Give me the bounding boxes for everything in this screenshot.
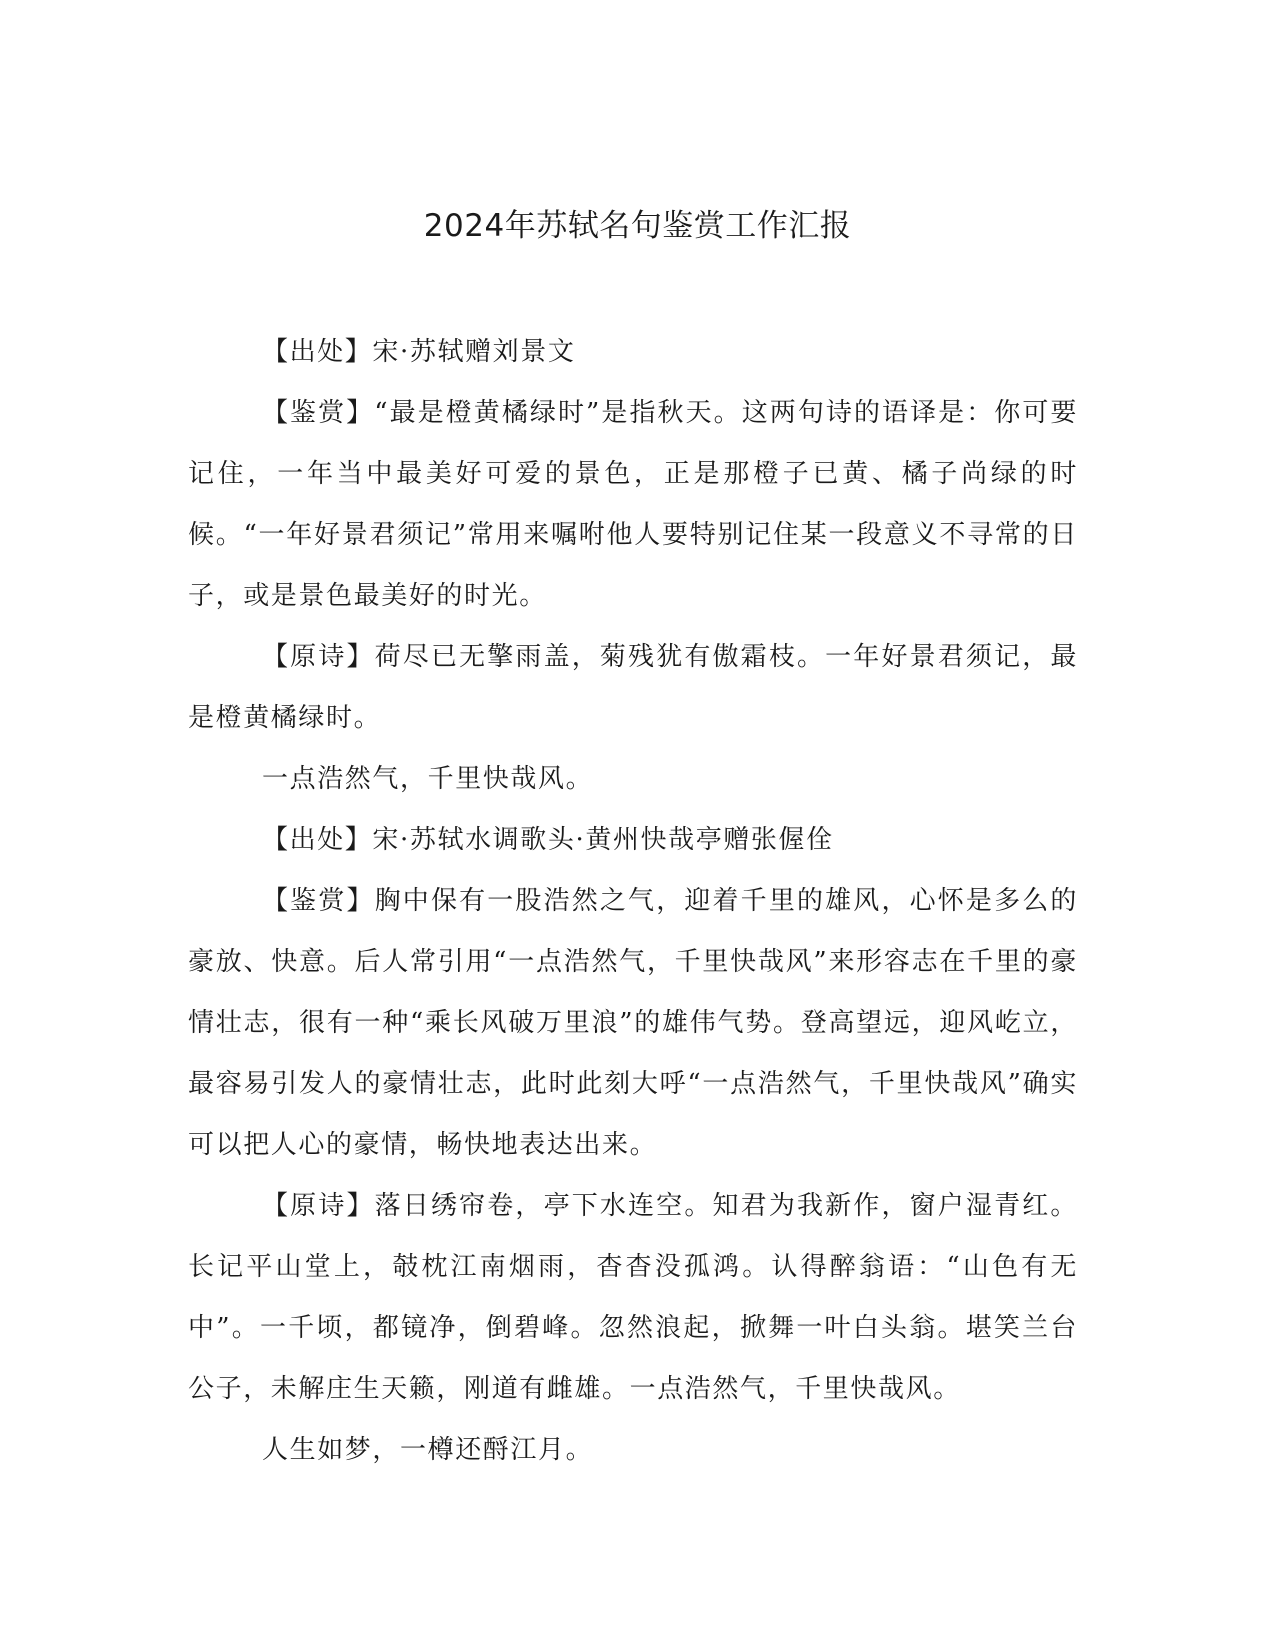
paragraph-text: 胸中保有一股浩然之气，迎着千里的雄风，心怀是多么的豪放、快意。后人常引用“一点浩然气，千里快哉风”来形容志在千里的豪情壮志，很有一种“乘长风破万里浪”的雄伟气势。登高望远，迎风屹立，最容易引发人的豪情壮志，此时此刻大呼“一点浩然气，千里快哉风”确实可以把人心的豪情，畅快地表达出来。 — [188, 886, 1078, 1160]
paragraph-quote-2 — [188, 749, 1078, 810]
paragraph-source-2 — [188, 810, 1078, 871]
paragraph-text: 一点浩然气，千里快哉风。 — [262, 764, 594, 794]
paragraph-text: 人生如梦，一樽还酹江月。 — [262, 1435, 594, 1465]
paragraph-source-1 — [188, 322, 1078, 383]
paragraph-tag: 【鉴赏】 — [262, 886, 375, 916]
paragraph-original-poem-2 — [188, 1176, 1078, 1420]
paragraph-tag: 【出处】 — [262, 337, 373, 367]
paragraph-tag: 【出处】 — [262, 825, 373, 855]
document-body — [188, 322, 1078, 1481]
paragraph-text: “最是橙黄橘绿时”是指秋天。这两句诗的语译是：你可要记住，一年当中最美好可爱的景色，正是那橙子已黄、橘子尚绿的时候。“一年好景君须记”常用来嘱咐他人要特别记住某一段意义不寻常的日子，或是景色最美好的时光。 — [188, 398, 1078, 611]
paragraph-tag: 【鉴赏】 — [262, 398, 375, 428]
paragraph-text: 宋·苏轼水调歌头·黄州快哉亭赠张偓佺 — [372, 825, 834, 855]
paragraph-original-poem-1 — [188, 627, 1078, 749]
paragraph-appreciation-2 — [188, 871, 1078, 1176]
paragraph-text: 宋·苏轼赠刘景文 — [372, 337, 576, 367]
paragraph-tag: 【原诗】 — [262, 642, 375, 672]
paragraph-text: 荷尽已无擎雨盖，菊残犹有傲霜枝。一年好景君须记，最是橙黄橘绿时。 — [188, 642, 1078, 733]
paragraph-text: 落日绣帘卷，亭下水连空。知君为我新作，窗户湿青红。长记平山堂上，攲枕江南烟雨，杳杳没孤鸿。认得醉翁语：“山色有无中”。一千顷，都镜净，倒碧峰。忽然浪起，掀舞一叶白头翁。堪笑兰台公子，未解庄生天籁，刚道有雌雄。一点浩然气，千里快哉风。 — [188, 1191, 1078, 1404]
document-title: 2024年苏轼名句鉴赏工作汇报 — [423, 208, 852, 244]
paragraph-tag: 【原诗】 — [262, 1191, 375, 1221]
paragraph-quote-3 — [188, 1420, 1078, 1481]
paragraph-appreciation-1 — [188, 383, 1078, 627]
